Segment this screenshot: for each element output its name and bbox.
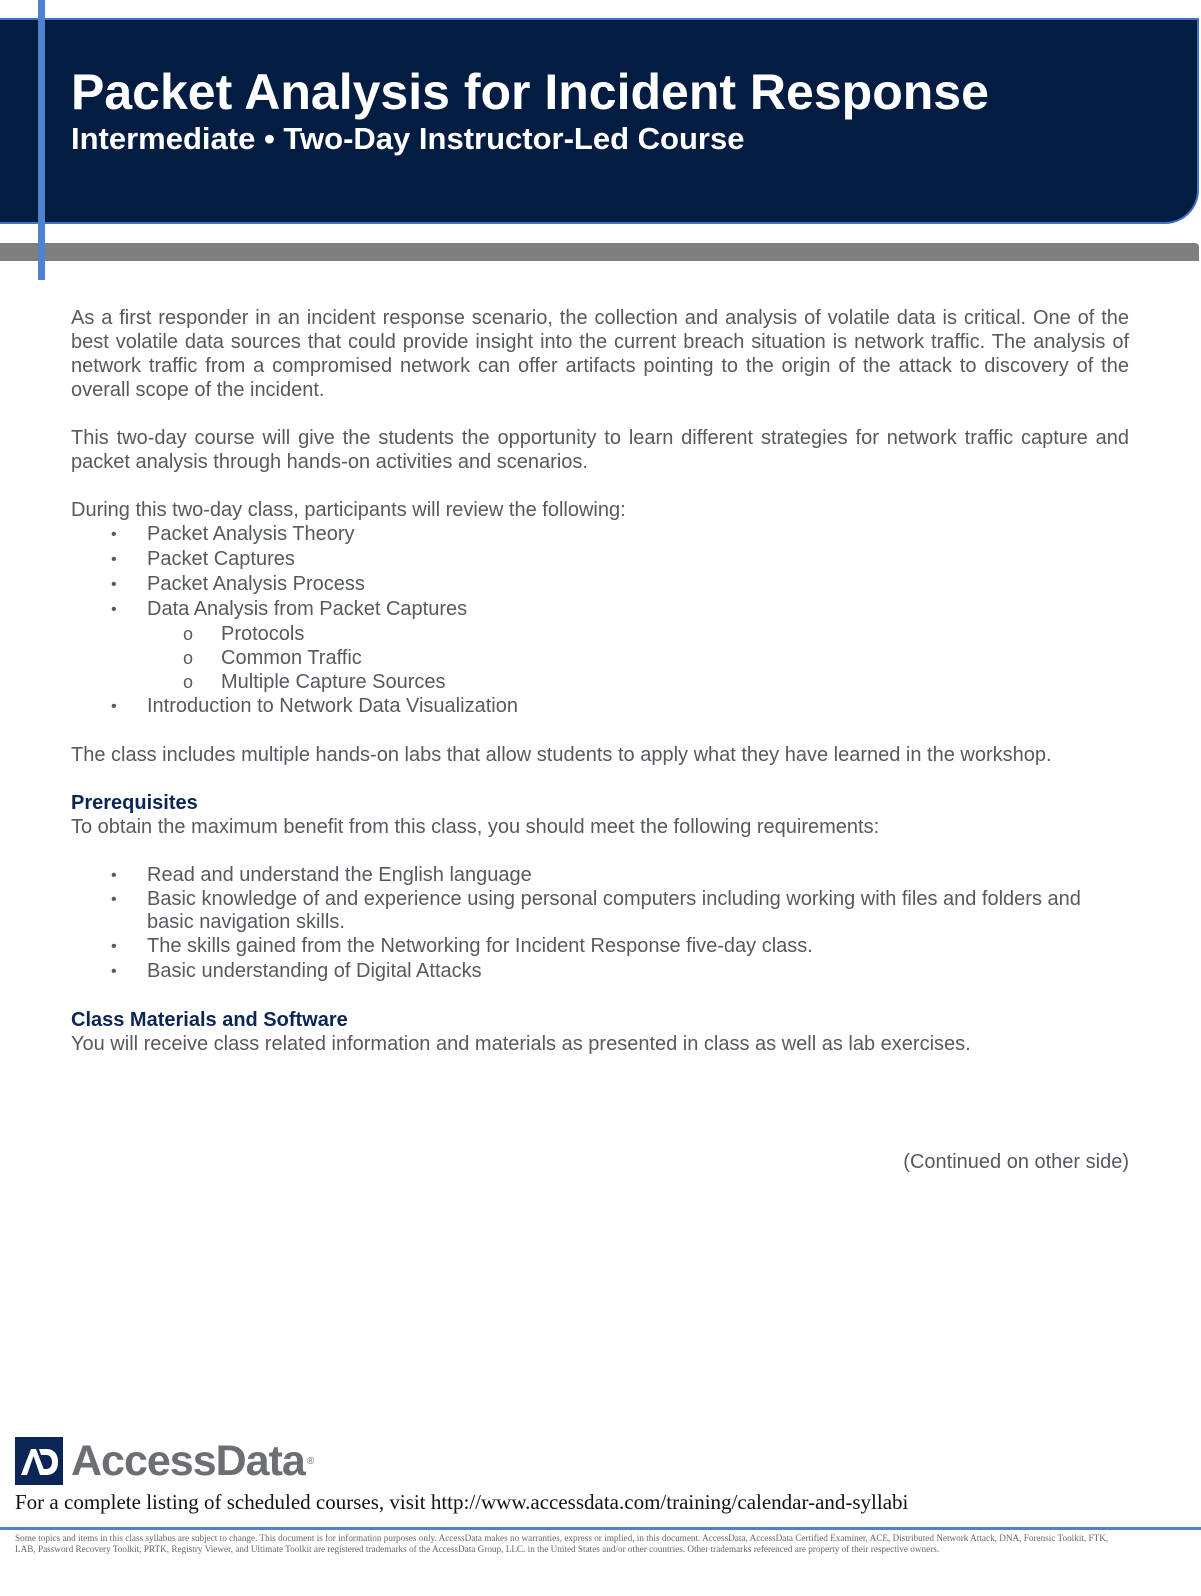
- sub-bullet-icon: o: [183, 672, 194, 692]
- intro-paragraph: As a first responder in an incident response scenario, the collection and analysis of volatile data is critical. One of the best volatile data sources that could provide insight into the current breach situation is network traffic. The analysis of network traffic from a compromised network can offer artifacts pointing to the origin of the attack to discovery of the overall scope of the incident.: [71, 307, 1129, 401]
- topics-list: [71, 522, 1129, 622]
- prerequisites-heading: Prerequisites: [71, 792, 198, 814]
- list-item: o Multiple Capture Sources: [183, 671, 446, 693]
- prerequisites-list: [71, 863, 1129, 984]
- page-title: Packet Analysis for Incident Response: [71, 64, 989, 120]
- list-item: o Protocols: [183, 623, 305, 645]
- topics-sublist: [71, 622, 1129, 694]
- review-intro: During this two-day class, participants will review the following:: [71, 499, 626, 521]
- bullet-icon: •: [111, 891, 117, 908]
- list-item: • The skills gained from the Networking for Incident Response five-day class.: [111, 935, 813, 957]
- labs-paragraph: The class includes multiple hands-on labs that allow students to apply what they have learned in the workshop.: [71, 744, 1052, 766]
- document-body: [71, 306, 1129, 1174]
- list-item: • Basic understanding of Digital Attacks: [111, 960, 482, 982]
- bullet-icon: •: [111, 698, 117, 715]
- sub-bullet-icon: o: [183, 648, 194, 668]
- materials-heading: Class Materials and Software: [71, 1009, 348, 1031]
- page-subtitle: Intermediate • Two-Day Instructor-Led Course: [71, 121, 745, 156]
- list-item: • Packet Captures: [111, 548, 295, 570]
- list-item: • Packet Analysis Process: [111, 573, 365, 595]
- materials-text: You will receive class related information and materials as presented in class as well as lab exercises.: [71, 1033, 971, 1055]
- accessdata-logo-icon: [15, 1437, 63, 1485]
- legal-disclaimer: Some topics and items in this class syllabus are subject to change. This document is for information purposes only. AccessData makes no warranties, express or implied, in this document. AccessData, AccessData Certified Examiner, ACE, Distributed Network Attack, DNA, Forensic Toolkit, FTK, LAB, Password Recovery Toolkit, PRTK, Registry Viewer, and Ultimate Toolkit are registered trademarks of the AccessData Group, LLC. in the United States and/or other countries. Other trademarks referenced are property of their respective owners.: [15, 1533, 1109, 1554]
- bullet-icon: •: [111, 526, 117, 543]
- continued-note: (Continued on other side): [903, 1151, 1129, 1173]
- bullet-icon: •: [111, 551, 117, 568]
- accessdata-logo: [15, 1437, 314, 1485]
- bullet-icon: •: [111, 867, 117, 884]
- bullet-icon: •: [111, 576, 117, 593]
- bullet-icon: •: [111, 601, 117, 618]
- list-item: • Basic knowledge of and experience using personal computers including working with files and folders and basic navigation skills.: [111, 888, 1081, 933]
- footer-divider: [0, 1527, 1201, 1530]
- course-overview-paragraph: This two-day course will give the students the opportunity to learn different strategies for network traffic capture and packet analysis through hands-on activities and scenarios.: [71, 427, 1129, 473]
- accessdata-logo-text: AccessData: [71, 1437, 305, 1485]
- list-item: o Common Traffic: [183, 647, 362, 669]
- topics-list-continued: [71, 694, 1129, 719]
- sub-bullet-icon: o: [183, 624, 194, 644]
- header-accent-line: [38, 0, 45, 280]
- list-item: • Packet Analysis Theory: [111, 523, 355, 545]
- list-item: • Data Analysis from Packet Captures: [111, 598, 468, 620]
- bullet-icon: •: [111, 963, 117, 980]
- list-item: • Read and understand the English language: [111, 864, 532, 886]
- list-item: • Introduction to Network Data Visualization: [111, 695, 518, 717]
- bullet-icon: •: [111, 938, 117, 955]
- prerequisites-intro: To obtain the maximum benefit from this class, you should meet the following requirements:: [71, 816, 880, 838]
- course-listing-link-text: For a complete listing of scheduled courses, visit http://www.accessdata.com/training/calendar-and-syllabi: [15, 1490, 909, 1514]
- header-gray-band: [0, 243, 1199, 261]
- registered-mark: ®: [306, 1455, 315, 1467]
